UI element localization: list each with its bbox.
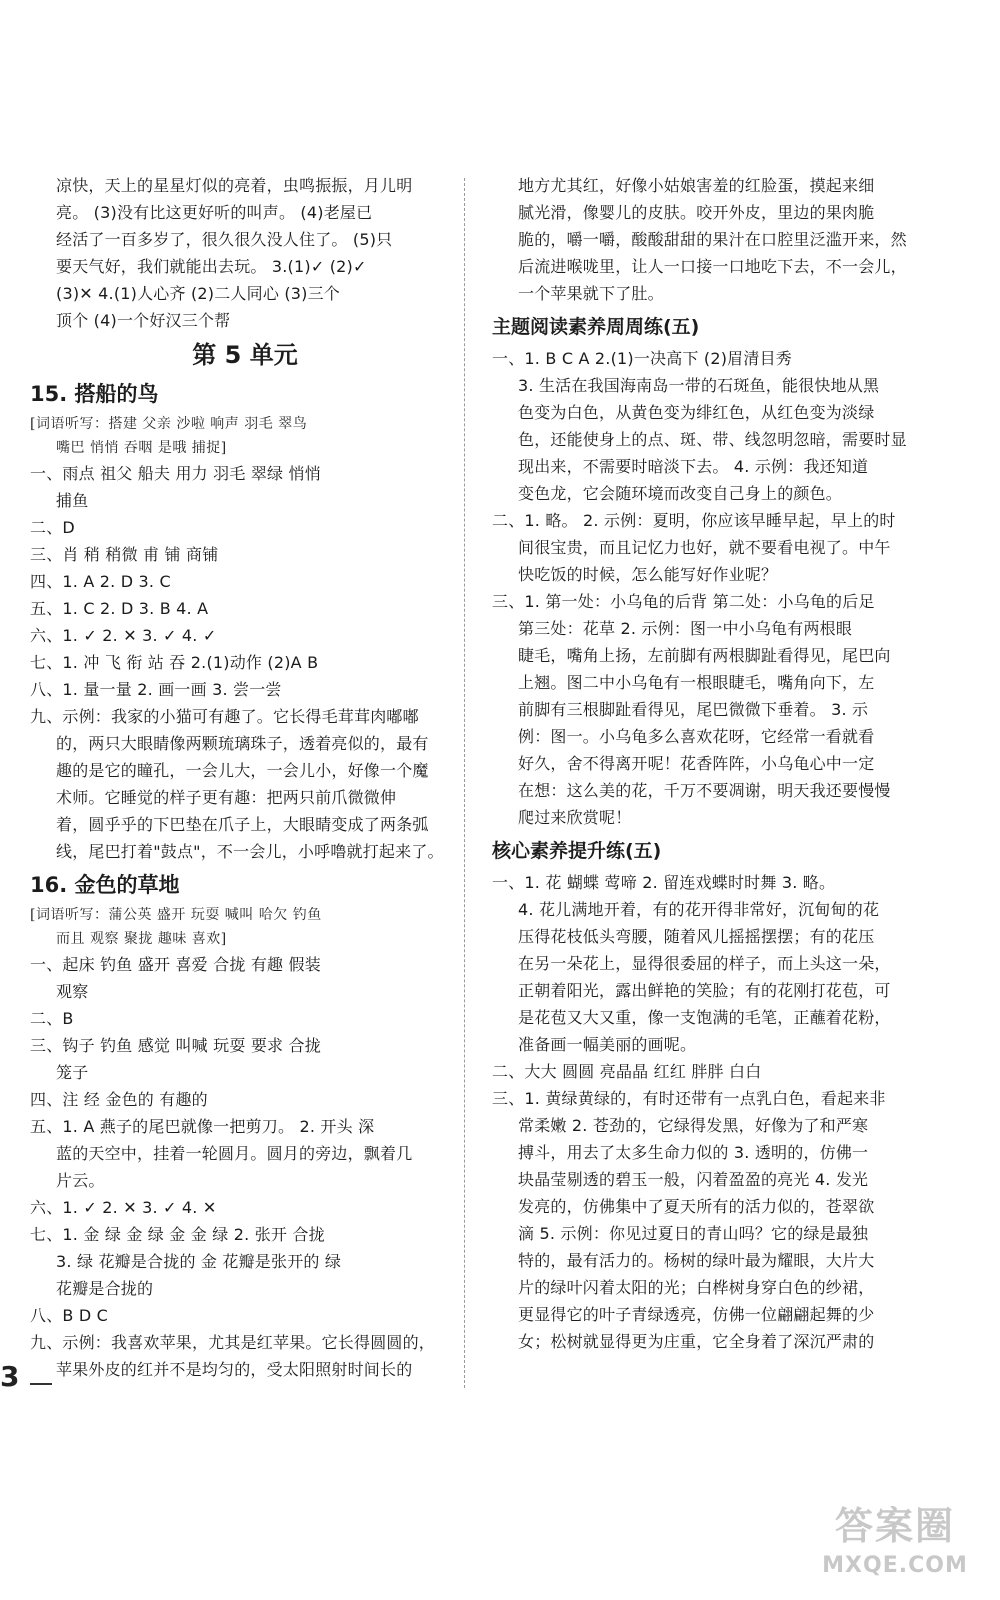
section-title: 核心素养提升练(五): [492, 840, 662, 862]
answer-line: 特的，最有活力的。杨树的绿叶最为耀眼，大片大: [518, 1251, 875, 1270]
answer-line: 三、1. 第一处：小乌龟的后背 第二处：小乌龟的后足: [492, 592, 875, 611]
answer-line: 四、注 经 金色的 有趣的: [30, 1090, 208, 1109]
answer-line: 趣的是它的瞳孔，一会儿大，一会儿小，好像一个魔: [56, 761, 429, 780]
answer-line: 二、B: [30, 1009, 74, 1028]
answer-line: 脆的，嚼一嚼，酸酸甜甜的果汁在口腔里泛滥开来，然: [518, 230, 907, 249]
vocab-dictation-line: [词语听写：蒲公英 盛开 玩耍 喊叫 哈欠 钓鱼: [30, 907, 322, 923]
answer-line: 七、1. 冲 飞 衔 站 吞 2.(1)动作 (2)A B: [30, 653, 319, 672]
answer-line: 二、1. 略。 2. 示例：夏明，你应该早睡早起，早上的时: [492, 511, 896, 530]
answer-line: 一、雨点 祖父 船夫 用力 羽毛 翠绿 悄悄: [30, 464, 321, 483]
answer-line: 片云。: [56, 1171, 105, 1190]
answer-line: 二、大大 圆圆 亮晶晶 红红 胖胖 白白: [492, 1062, 762, 1081]
answer-line: 压得花枝低头弯腰，随着风儿摇摇摆摆；有的花压: [518, 927, 875, 946]
vocab-dictation-line: [词语听写：搭建 父亲 沙啦 响声 羽毛 翠鸟: [30, 416, 308, 432]
answer-line: 快吃饭的时候，怎么能写好作业呢？: [518, 565, 778, 584]
left-column: [30, 172, 460, 1383]
vocab-dictation-line: 嘴巴 悄悄 吞咽 是哦 捕捉]: [56, 440, 227, 456]
answer-line: 例：图一。小乌龟多么喜欢花呀，它经常一看就看: [518, 727, 875, 746]
answer-line: 着，圆乎乎的下巴垫在爪子上，大眼睛变成了两条弧: [56, 815, 429, 834]
answer-line: 亮。 (3)没有比这更好听的叫声。 (4)老屋已: [56, 203, 373, 222]
watermark-top-text: 答案圈: [834, 1504, 955, 1548]
answer-line: 的，两只大眼睛像两颗琉璃珠子，透着亮似的，最有: [56, 734, 429, 753]
answer-line: 现出来，不需要时暗淡下去。 4. 示例：我还知道: [518, 457, 869, 476]
answer-line: 变色龙，它会随环境而改变自己身上的颜色。: [518, 484, 843, 503]
unit-title: 第 5 单元: [192, 341, 298, 369]
answer-line: 搏斗，用去了太多生命力似的 3. 透明的，仿佛一: [518, 1143, 869, 1162]
page-number-rule: [30, 1383, 52, 1385]
watermark-logo: [820, 1500, 970, 1588]
answer-line: 在想：这么美的花，千万不要凋谢，明天我还要慢慢: [518, 781, 891, 800]
answer-line: 笼子: [56, 1063, 89, 1082]
answer-line: 三、钩子 钓鱼 感觉 叫喊 玩耍 要求 合拢: [30, 1036, 321, 1055]
answer-line: 花瓣是合拢的: [56, 1279, 154, 1298]
answer-line: 七、1. 金 绿 金 绿 金 金 绿 2. 张开 合拢: [30, 1225, 325, 1244]
answer-line: 一、1. 花 蝴蝶 莺啼 2. 留连戏蝶时时舞 3. 略。: [492, 873, 836, 892]
answer-line: 色变为白色，从黄色变为绯红色，从红色变为淡绿: [518, 403, 875, 422]
answer-line: 捕鱼: [56, 491, 89, 510]
answer-line: 第三处：花草 2. 示例：图一中小乌龟有两根眼: [518, 619, 853, 638]
vocab-dictation-line: 而且 观察 聚拢 趣味 喜欢]: [56, 931, 227, 947]
answer-line: 八、1. 量一量 2. 画一画 3. 尝一尝: [30, 680, 282, 699]
answer-line: 九、示例：我喜欢苹果，尤其是红苹果。它长得圆圆的，: [30, 1333, 436, 1352]
answer-line: 常柔嫩 2. 苍劲的，它绿得发黑，好像为了和严寒: [518, 1116, 869, 1135]
answer-line: 地方尤其红，好像小姑娘害羞的红脸蛋，摸起来细: [518, 176, 875, 195]
answer-line: 一、1. B C A 2.(1)一决高下 (2)眉清目秀: [492, 349, 792, 368]
answer-line: 块晶莹剔透的碧玉一般，闪着盈盈的亮光 4. 发光: [518, 1170, 869, 1189]
answer-line: 五、1. C 2. D 3. B 4. A: [30, 599, 209, 618]
answer-line: 4. 花儿满地开着，有的花开得非常好，沉甸甸的花: [518, 900, 880, 919]
watermark-bottom-text: MXQE.COM: [822, 1553, 968, 1578]
answer-line: 三、1. 黄绿黄绿的，有时还带有一点乳白色，看起来非: [492, 1089, 886, 1108]
right-column: [492, 172, 922, 1355]
answer-line: 3. 生活在我国海南岛一带的石斑鱼，能很快地从黑: [518, 376, 880, 395]
page-number: 3: [0, 1360, 20, 1393]
answer-line: 二、D: [30, 518, 75, 537]
answer-line: 在另一朵花上，显得很委屈的样子，而上头这一朵，: [518, 954, 891, 973]
answer-line: 片的绿叶闪着太阳的光；白桦树身穿白色的纱裙，: [518, 1278, 875, 1297]
answer-line: 3. 绿 花瓣是合拢的 金 花瓣是张开的 绿: [56, 1252, 342, 1271]
answer-line: 八、B D C: [30, 1306, 109, 1325]
answer-line: 一、起床 钓鱼 盛开 喜爱 合拢 有趣 假装: [30, 955, 321, 974]
lesson-title: 15. 搭船的鸟: [30, 382, 159, 406]
section-title: 主题阅读素养周周练(五): [492, 316, 700, 338]
answer-line: 色，还能使身上的点、斑、带、线忽明忽暗，需要时显: [518, 430, 907, 449]
answer-line: 上翘。图二中小乌龟有一根眼睫毛，嘴角向下，左: [518, 673, 875, 692]
answer-line: 观察: [56, 982, 89, 1001]
answer-line: 经活了一百多岁了，很久很久没人住了。 (5)只: [56, 230, 393, 249]
answer-line: 凉快，天上的星星灯似的亮着，虫鸣振振，月儿明: [56, 176, 413, 195]
answer-line: 准备画一幅美丽的画呢。: [518, 1035, 697, 1054]
answer-line: 苹果外皮的红并不是均匀的，受太阳照射时间长的: [56, 1360, 413, 1379]
answer-line: 九、示例：我家的小猫可有趣了。它长得毛茸茸肉嘟嘟: [30, 707, 419, 726]
answer-line: 术师。它睡觉的样子更有趣：把两只前爪微微伸: [56, 788, 397, 807]
answer-line: 一个苹果就下了肚。: [518, 284, 664, 303]
answer-line: 女；松树就显得更为庄重，它全身着了深沉严肃的: [518, 1332, 875, 1351]
column-divider: [464, 178, 465, 1388]
answer-line: 四、1. A 2. D 3. C: [30, 572, 171, 591]
lesson-title: 16. 金色的草地: [30, 873, 180, 897]
answer-line: 睫毛，嘴角上扬，左前脚有两根脚趾看得见，尾巴向: [518, 646, 891, 665]
answer-line: 要天气好，我们就能出去玩。 3.(1)✓ (2)✓: [56, 257, 367, 276]
answer-line: 顶个 (4)一个好汉三个帮: [56, 311, 231, 330]
answer-line: 正朝着阳光，露出鲜艳的笑脸；有的花刚打花苞，可: [518, 981, 891, 1000]
answer-line: 前脚有三根脚趾看得见，尾巴微微下垂着。 3. 示: [518, 700, 869, 719]
answer-line: (3)✕ 4.(1)人心齐 (2)二人同心 (3)三个: [56, 284, 340, 303]
answer-line: 更显得它的叶子青绿透亮，仿佛一位翩翩起舞的少: [518, 1305, 875, 1324]
answer-line: 三、肖 稍 稍微 甫 铺 商铺: [30, 545, 219, 564]
answer-line: 六、1. ✓ 2. ✕ 3. ✓ 4. ✓: [30, 626, 217, 645]
answer-line: 蓝的天空中，挂着一轮圆月。圆月的旁边，飘着几: [56, 1144, 413, 1163]
answer-line: 好久，舍不得离开呢！花香阵阵，小乌龟心中一定: [518, 754, 875, 773]
answer-line: 滴 5. 示例：你见过夏日的青山吗？它的绿是最独: [518, 1224, 869, 1243]
answer-line: 腻光滑，像婴儿的皮肤。咬开外皮，里边的果肉脆: [518, 203, 875, 222]
answer-line: 发亮的，仿佛集中了夏天所有的活力似的，苍翠欲: [518, 1197, 875, 1216]
answer-line: 五、1. A 燕子的尾巴就像一把剪刀。 2. 开头 深: [30, 1117, 375, 1136]
answer-line: 线，尾巴打着"鼓点"，不一会儿，小呼噜就打起来了。: [56, 842, 444, 861]
answer-line: 爬过来欣赏呢！: [518, 808, 632, 827]
answer-line: 六、1. ✓ 2. ✕ 3. ✓ 4. ✕: [30, 1198, 217, 1217]
answer-line: 间很宝贵，而且记忆力也好，就不要看电视了。中午: [518, 538, 891, 557]
answer-line: 后流进喉咙里，让人一口接一口地吃下去，不一会儿，: [518, 257, 907, 276]
answer-line: 是花苞又大又重，像一支饱满的毛笔，正蘸着花粉，: [518, 1008, 891, 1027]
